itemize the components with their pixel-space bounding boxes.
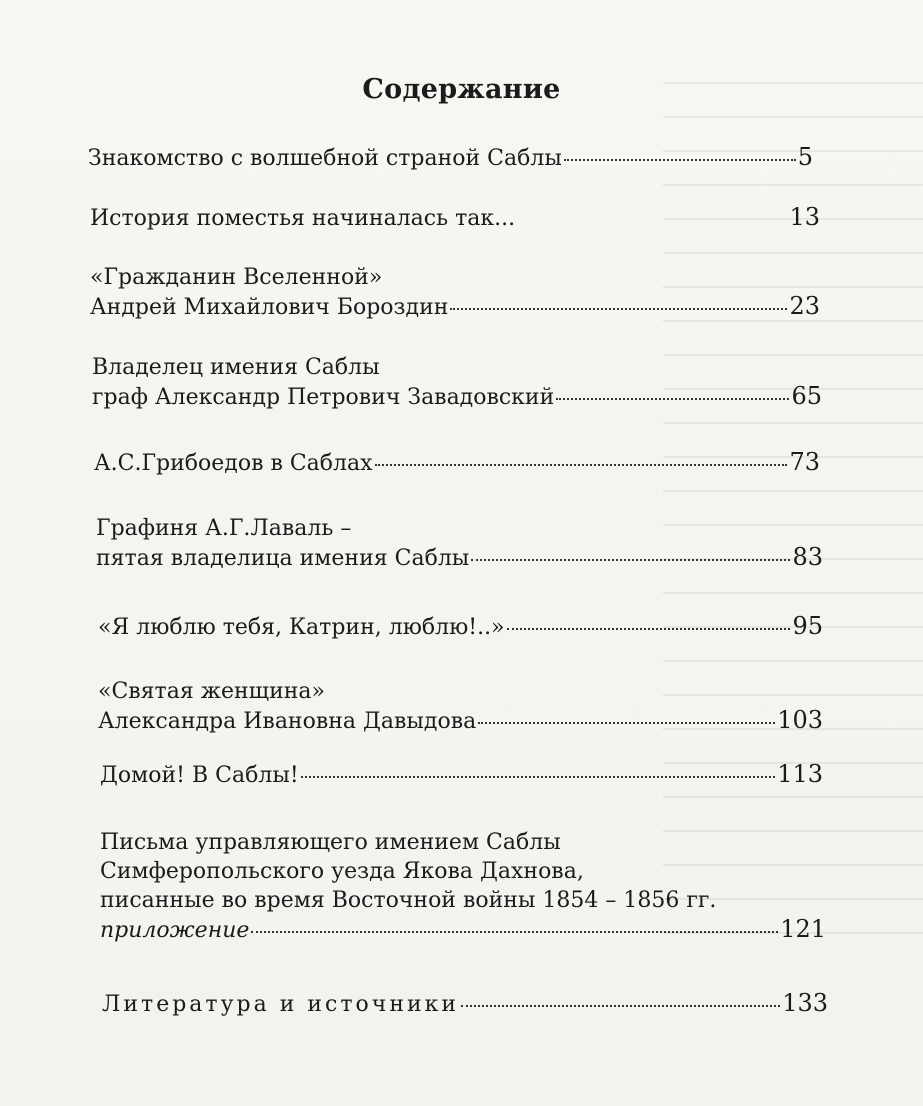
page-number: 23 [789,292,820,320]
page-number: 5 [797,143,813,171]
leader-dots [517,219,787,221]
leader-dots [450,308,787,310]
toc-entry-last-line [96,543,823,573]
toc-entry [102,989,828,1019]
leader-dots [471,559,790,561]
toc-entry [98,677,823,736]
toc-entry [100,760,823,790]
toc-entry-text: Литература и источники [102,992,460,1017]
page-number: 133 [782,989,828,1017]
toc-entry-text: Александра Ивановна Давыдова [98,709,477,734]
toc-entry-text: Домой! В Саблы! [100,763,299,788]
toc-entry-text: граф Александр Петрович Завадовский [92,385,555,410]
toc-entry-text: приложение [100,918,250,943]
toc-entry-line: Симферопольского уезда Якова Дахнова, [100,859,584,884]
page-title: Содержание [362,74,561,105]
toc-entry-last-line [92,382,822,412]
page-number: 83 [792,543,823,571]
toc-entry-last-line [100,915,826,945]
toc-entry-last-line [98,706,823,736]
toc-entry [94,448,820,478]
toc-entry-text: «Я люблю тебя, Катрин, люблю!..» [98,615,505,640]
toc-entry-line: Письма управляющего имением Саблы [100,830,561,855]
page-number: 121 [780,915,826,943]
toc-entry-last-line [88,143,813,173]
page-number: 103 [777,706,823,734]
leader-dots [556,398,789,400]
toc-entry-last-line [94,448,820,478]
toc-entry-line: Графиня А.Г.Лаваль – [96,516,352,541]
page-number: 65 [791,382,822,410]
toc-entry-last-line [98,612,823,642]
toc-entry-text: пятая владелица имения Саблы [96,546,470,571]
leader-dots [507,628,791,630]
leader-dots [251,931,778,933]
toc-entry [90,263,820,322]
page-number: 95 [792,612,823,640]
page-number: 113 [777,760,823,788]
toc-entry-text: Андрей Михайлович Бороздин [90,295,449,320]
toc-entry [100,828,826,945]
bleed-through-texture [663,60,923,960]
toc-entry-last-line [90,203,820,233]
leader-dots [564,159,796,161]
toc-entry-text: А.С.Грибоедов в Саблах [94,451,373,476]
toc-entry-line: «Гражданин Вселенной» [90,265,383,290]
page-number: 73 [789,448,820,476]
toc-entry-line: «Святая женщина» [98,679,325,704]
toc-entry-line: Владелец имения Саблы [92,355,380,380]
toc-entry [96,514,823,573]
toc-entry-last-line [100,760,823,790]
toc-entry [88,143,813,173]
toc-entry [98,612,823,642]
leader-dots [478,722,775,724]
toc-entry-text: История поместья начиналась так... [90,206,516,231]
leader-dots [375,464,788,466]
toc-entry-text: Знакомство с волшебной страной Саблы [88,146,562,171]
toc-entry-line: писанные во время Восточной войны 1854 – 1856 гг. [100,888,717,913]
toc-entry-last-line [102,989,828,1019]
page-number: 13 [789,203,820,231]
toc-entry [92,353,822,412]
toc-entry-last-line [90,292,820,322]
leader-dots [301,776,776,778]
leader-dots [461,1005,780,1007]
toc-entry [90,203,820,233]
